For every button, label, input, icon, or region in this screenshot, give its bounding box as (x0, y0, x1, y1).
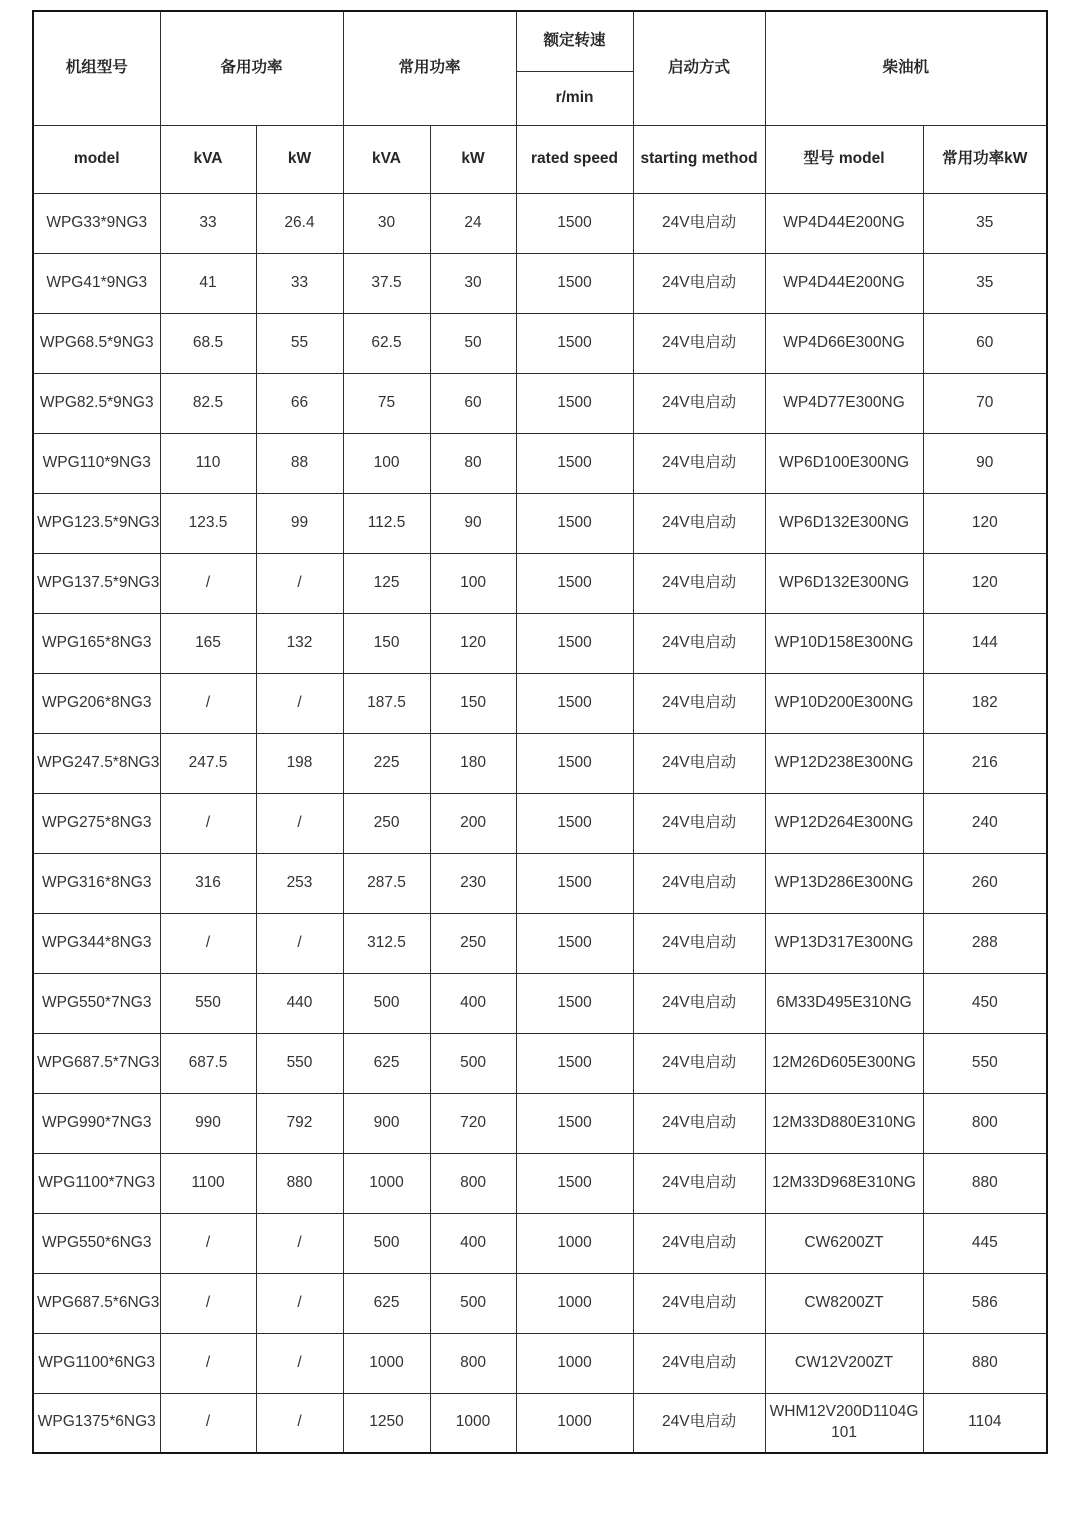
prime-kva-cell: 1250 (343, 1393, 430, 1453)
header-starting-method-en: starting method (633, 125, 765, 193)
engine-model-cell: WP4D44E200NG (765, 193, 923, 253)
starting-method-cell: 24V电启动 (633, 913, 765, 973)
standby-kw-cell: 792 (256, 1093, 343, 1153)
rated-speed-cell: 1500 (516, 553, 633, 613)
table-body (33, 193, 1047, 1453)
standby-kva-cell: 247.5 (160, 733, 256, 793)
unit-model-cell: WPG165*8NG3 (33, 613, 160, 673)
standby-kw-cell: 198 (256, 733, 343, 793)
engine-model-cell: WP13D317E300NG (765, 913, 923, 973)
header-unit-model-zh: 机组型号 (33, 11, 160, 125)
table-row (33, 733, 1047, 793)
table-row (33, 1213, 1047, 1273)
table-row (33, 1273, 1047, 1333)
engine-prime-power-cell: 586 (923, 1273, 1047, 1333)
header-row-en (33, 125, 1047, 193)
rated-speed-cell: 1500 (516, 613, 633, 673)
standby-kw-cell: 550 (256, 1033, 343, 1093)
rated-speed-cell: 1500 (516, 253, 633, 313)
prime-kw-cell: 720 (430, 1093, 516, 1153)
header-unit-model-en: model (33, 125, 160, 193)
standby-kw-cell: 26.4 (256, 193, 343, 253)
header-starting-method-zh: 启动方式 (633, 11, 765, 125)
unit-model-cell: WPG68.5*9NG3 (33, 313, 160, 373)
unit-model-cell: WPG137.5*9NG3 (33, 553, 160, 613)
table-row (33, 1153, 1047, 1213)
table-row (33, 1333, 1047, 1393)
prime-kva-cell: 312.5 (343, 913, 430, 973)
prime-kva-cell: 30 (343, 193, 430, 253)
engine-model-cell: 12M33D968E310NG (765, 1153, 923, 1213)
starting-method-cell: 24V电启动 (633, 253, 765, 313)
header-standby-kva: kVA (160, 125, 256, 193)
engine-model-cell: 6M33D495E310NG (765, 973, 923, 1033)
starting-method-cell: 24V电启动 (633, 1333, 765, 1393)
header-prime-kva: kVA (343, 125, 430, 193)
standby-kw-cell: 440 (256, 973, 343, 1033)
rated-speed-cell: 1000 (516, 1393, 633, 1453)
rated-speed-cell: 1500 (516, 493, 633, 553)
table-row (33, 973, 1047, 1033)
header-prime-kw: kW (430, 125, 516, 193)
standby-kw-cell: / (256, 1393, 343, 1453)
prime-kva-cell: 62.5 (343, 313, 430, 373)
standby-kva-cell: / (160, 793, 256, 853)
standby-kw-cell: / (256, 793, 343, 853)
prime-kva-cell: 37.5 (343, 253, 430, 313)
header-prime-power-zh: 常用功率 (343, 11, 516, 125)
starting-method-cell: 24V电启动 (633, 373, 765, 433)
engine-model-cell: CW6200ZT (765, 1213, 923, 1273)
prime-kva-cell: 625 (343, 1273, 430, 1333)
unit-model-cell: WPG275*8NG3 (33, 793, 160, 853)
starting-method-cell: 24V电启动 (633, 193, 765, 253)
engine-prime-power-cell: 90 (923, 433, 1047, 493)
unit-model-cell: WPG550*7NG3 (33, 973, 160, 1033)
header-rated-speed-zh: 额定转速 (516, 11, 633, 71)
prime-kva-cell: 1000 (343, 1153, 430, 1213)
standby-kva-cell: 68.5 (160, 313, 256, 373)
table-row (33, 853, 1047, 913)
table-row (33, 373, 1047, 433)
unit-model-cell: WPG41*9NG3 (33, 253, 160, 313)
prime-kw-cell: 120 (430, 613, 516, 673)
starting-method-cell: 24V电启动 (633, 673, 765, 733)
engine-model-cell: WP6D132E300NG (765, 493, 923, 553)
prime-kw-cell: 60 (430, 373, 516, 433)
engine-prime-power-cell: 445 (923, 1213, 1047, 1273)
standby-kw-cell: / (256, 913, 343, 973)
rated-speed-cell: 1500 (516, 1153, 633, 1213)
standby-kw-cell: 132 (256, 613, 343, 673)
unit-model-cell: WPG687.5*6NG3 (33, 1273, 160, 1333)
engine-model-cell: CW12V200ZT (765, 1333, 923, 1393)
engine-prime-power-cell: 182 (923, 673, 1047, 733)
rated-speed-cell: 1500 (516, 1033, 633, 1093)
starting-method-cell: 24V电启动 (633, 613, 765, 673)
starting-method-cell: 24V电启动 (633, 433, 765, 493)
standby-kva-cell: 123.5 (160, 493, 256, 553)
standby-kva-cell: 1100 (160, 1153, 256, 1213)
standby-kw-cell: 99 (256, 493, 343, 553)
prime-kva-cell: 500 (343, 973, 430, 1033)
prime-kw-cell: 200 (430, 793, 516, 853)
engine-prime-power-cell: 35 (923, 193, 1047, 253)
starting-method-cell: 24V电启动 (633, 1153, 765, 1213)
header-engine-prime-power: 常用功率kW (923, 125, 1047, 193)
starting-method-cell: 24V电启动 (633, 1033, 765, 1093)
standby-kw-cell: / (256, 1333, 343, 1393)
unit-model-cell: WPG1100*6NG3 (33, 1333, 160, 1393)
prime-kw-cell: 230 (430, 853, 516, 913)
table-header (33, 11, 1047, 193)
prime-kva-cell: 125 (343, 553, 430, 613)
table-row (33, 673, 1047, 733)
engine-prime-power-cell: 70 (923, 373, 1047, 433)
prime-kw-cell: 800 (430, 1153, 516, 1213)
unit-model-cell: WPG1100*7NG3 (33, 1153, 160, 1213)
prime-kw-cell: 500 (430, 1033, 516, 1093)
standby-kw-cell: / (256, 1213, 343, 1273)
engine-model-cell: WP6D100E300NG (765, 433, 923, 493)
engine-prime-power-cell: 260 (923, 853, 1047, 913)
prime-kva-cell: 225 (343, 733, 430, 793)
unit-model-cell: WPG687.5*7NG3 (33, 1033, 160, 1093)
engine-model-cell: WP12D264E300NG (765, 793, 923, 853)
prime-kw-cell: 80 (430, 433, 516, 493)
header-standby-kw: kW (256, 125, 343, 193)
header-standby-power-zh: 备用功率 (160, 11, 343, 125)
table-row (33, 193, 1047, 253)
table-row (33, 1033, 1047, 1093)
standby-kw-cell: 880 (256, 1153, 343, 1213)
engine-model-cell: WP4D44E200NG (765, 253, 923, 313)
prime-kva-cell: 1000 (343, 1333, 430, 1393)
engine-prime-power-cell: 450 (923, 973, 1047, 1033)
engine-model-cell: WHM12V200D1104G101 (765, 1393, 923, 1453)
rated-speed-cell: 1000 (516, 1273, 633, 1333)
standby-kva-cell: / (160, 1393, 256, 1453)
starting-method-cell: 24V电启动 (633, 1213, 765, 1273)
engine-model-cell: WP6D132E300NG (765, 553, 923, 613)
standby-kva-cell: 990 (160, 1093, 256, 1153)
prime-kva-cell: 625 (343, 1033, 430, 1093)
standby-kva-cell: 33 (160, 193, 256, 253)
unit-model-cell: WPG110*9NG3 (33, 433, 160, 493)
rated-speed-cell: 1500 (516, 433, 633, 493)
table-row (33, 493, 1047, 553)
table-row (33, 793, 1047, 853)
header-row-zh (33, 11, 1047, 71)
standby-kva-cell: 41 (160, 253, 256, 313)
rated-speed-cell: 1500 (516, 373, 633, 433)
starting-method-cell: 24V电启动 (633, 1273, 765, 1333)
standby-kva-cell: / (160, 913, 256, 973)
table-row (33, 913, 1047, 973)
unit-model-cell: WPG990*7NG3 (33, 1093, 160, 1153)
rated-speed-cell: 1500 (516, 1093, 633, 1153)
standby-kva-cell: 316 (160, 853, 256, 913)
standby-kva-cell: 550 (160, 973, 256, 1033)
prime-kva-cell: 900 (343, 1093, 430, 1153)
starting-method-cell: 24V电启动 (633, 1393, 765, 1453)
standby-kva-cell: / (160, 1333, 256, 1393)
prime-kva-cell: 75 (343, 373, 430, 433)
standby-kw-cell: / (256, 673, 343, 733)
engine-model-cell: WP4D77E300NG (765, 373, 923, 433)
header-diesel-engine-zh: 柴油机 (765, 11, 1047, 125)
prime-kw-cell: 400 (430, 1213, 516, 1273)
table-row (33, 553, 1047, 613)
prime-kva-cell: 250 (343, 793, 430, 853)
unit-model-cell: WPG1375*6NG3 (33, 1393, 160, 1453)
rated-speed-cell: 1500 (516, 193, 633, 253)
unit-model-cell: WPG33*9NG3 (33, 193, 160, 253)
engine-prime-power-cell: 240 (923, 793, 1047, 853)
rated-speed-cell: 1000 (516, 1213, 633, 1273)
engine-prime-power-cell: 120 (923, 553, 1047, 613)
standby-kva-cell: / (160, 1273, 256, 1333)
prime-kw-cell: 100 (430, 553, 516, 613)
prime-kw-cell: 500 (430, 1273, 516, 1333)
standby-kw-cell: / (256, 1273, 343, 1333)
starting-method-cell: 24V电启动 (633, 733, 765, 793)
unit-model-cell: WPG344*8NG3 (33, 913, 160, 973)
prime-kw-cell: 1000 (430, 1393, 516, 1453)
table-row (33, 253, 1047, 313)
unit-model-cell: WPG247.5*8NG3 (33, 733, 160, 793)
prime-kva-cell: 112.5 (343, 493, 430, 553)
rated-speed-cell: 1500 (516, 733, 633, 793)
unit-model-cell: WPG316*8NG3 (33, 853, 160, 913)
prime-kw-cell: 90 (430, 493, 516, 553)
standby-kw-cell: 66 (256, 373, 343, 433)
engine-model-cell: WP12D238E300NG (765, 733, 923, 793)
header-rated-speed-en: rated speed (516, 125, 633, 193)
engine-prime-power-cell: 120 (923, 493, 1047, 553)
prime-kw-cell: 50 (430, 313, 516, 373)
starting-method-cell: 24V电启动 (633, 553, 765, 613)
starting-method-cell: 24V电启动 (633, 313, 765, 373)
prime-kw-cell: 150 (430, 673, 516, 733)
table-row (33, 1093, 1047, 1153)
engine-prime-power-cell: 800 (923, 1093, 1047, 1153)
prime-kw-cell: 180 (430, 733, 516, 793)
prime-kva-cell: 150 (343, 613, 430, 673)
standby-kva-cell: / (160, 673, 256, 733)
prime-kva-cell: 500 (343, 1213, 430, 1273)
starting-method-cell: 24V电启动 (633, 853, 765, 913)
engine-prime-power-cell: 216 (923, 733, 1047, 793)
engine-prime-power-cell: 1104 (923, 1393, 1047, 1453)
rated-speed-cell: 1500 (516, 793, 633, 853)
engine-model-cell: WP13D286E300NG (765, 853, 923, 913)
prime-kw-cell: 800 (430, 1333, 516, 1393)
header-engine-model: 型号 model (765, 125, 923, 193)
starting-method-cell: 24V电启动 (633, 793, 765, 853)
standby-kva-cell: 110 (160, 433, 256, 493)
rated-speed-cell: 1500 (516, 853, 633, 913)
engine-model-cell: WP10D200E300NG (765, 673, 923, 733)
rated-speed-cell: 1500 (516, 973, 633, 1033)
engine-prime-power-cell: 550 (923, 1033, 1047, 1093)
standby-kva-cell: / (160, 553, 256, 613)
prime-kva-cell: 287.5 (343, 853, 430, 913)
starting-method-cell: 24V电启动 (633, 1093, 765, 1153)
standby-kva-cell: 82.5 (160, 373, 256, 433)
rated-speed-cell: 1500 (516, 913, 633, 973)
engine-model-cell: WP10D158E300NG (765, 613, 923, 673)
table-row (33, 433, 1047, 493)
rated-speed-cell: 1500 (516, 313, 633, 373)
table-row (33, 1393, 1047, 1453)
engine-model-cell: 12M26D605E300NG (765, 1033, 923, 1093)
unit-model-cell: WPG82.5*9NG3 (33, 373, 160, 433)
prime-kw-cell: 400 (430, 973, 516, 1033)
unit-model-cell: WPG206*8NG3 (33, 673, 160, 733)
prime-kva-cell: 187.5 (343, 673, 430, 733)
engine-prime-power-cell: 880 (923, 1153, 1047, 1213)
engine-prime-power-cell: 60 (923, 313, 1047, 373)
standby-kva-cell: 687.5 (160, 1033, 256, 1093)
unit-model-cell: WPG550*6NG3 (33, 1213, 160, 1273)
table-row (33, 613, 1047, 673)
standby-kw-cell: 253 (256, 853, 343, 913)
rated-speed-cell: 1500 (516, 673, 633, 733)
prime-kw-cell: 24 (430, 193, 516, 253)
generator-spec-table (32, 10, 1048, 1454)
unit-model-cell: WPG123.5*9NG3 (33, 493, 160, 553)
standby-kw-cell: / (256, 553, 343, 613)
engine-prime-power-cell: 288 (923, 913, 1047, 973)
standby-kw-cell: 33 (256, 253, 343, 313)
engine-prime-power-cell: 880 (923, 1333, 1047, 1393)
standby-kva-cell: 165 (160, 613, 256, 673)
starting-method-cell: 24V电启动 (633, 973, 765, 1033)
rated-speed-cell: 1000 (516, 1333, 633, 1393)
standby-kva-cell: / (160, 1213, 256, 1273)
standby-kw-cell: 55 (256, 313, 343, 373)
starting-method-cell: 24V电启动 (633, 493, 765, 553)
engine-model-cell: WP4D66E300NG (765, 313, 923, 373)
engine-model-cell: CW8200ZT (765, 1273, 923, 1333)
prime-kva-cell: 100 (343, 433, 430, 493)
engine-prime-power-cell: 144 (923, 613, 1047, 673)
engine-model-cell: 12M33D880E310NG (765, 1093, 923, 1153)
table-row (33, 313, 1047, 373)
prime-kw-cell: 30 (430, 253, 516, 313)
standby-kw-cell: 88 (256, 433, 343, 493)
header-rated-speed-unit: r/min (516, 71, 633, 125)
engine-prime-power-cell: 35 (923, 253, 1047, 313)
prime-kw-cell: 250 (430, 913, 516, 973)
